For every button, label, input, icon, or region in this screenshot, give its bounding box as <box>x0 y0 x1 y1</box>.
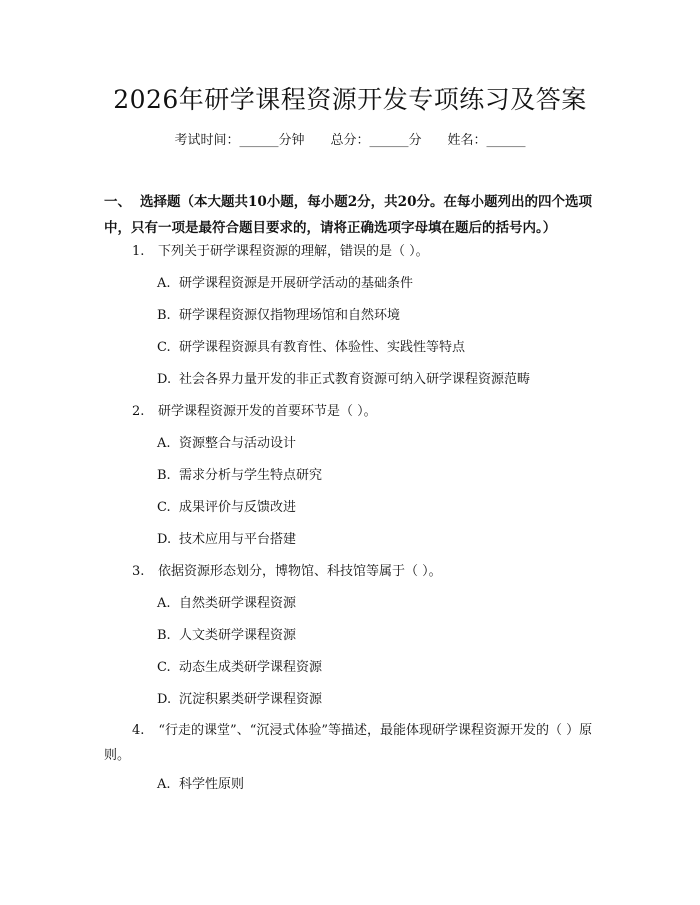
question-number: 1. <box>132 244 145 259</box>
option-text: 资源整合与活动设计 <box>179 436 297 451</box>
question-text: 下列关于研学课程资源的理解，错误的是（ ）。 <box>158 244 429 259</box>
question-text: 研学课程资源开发的首要环节是（ ）。 <box>158 404 377 419</box>
option-letter: C. <box>157 340 171 355</box>
option-letter: C. <box>157 660 171 675</box>
question-4 <box>104 718 602 768</box>
question-3 <box>132 563 602 581</box>
section-instructions: 选择题（本大题共10小题，每小题2分，共20分。在每小题列出的四个选项中，只有一项是最符合题目要求的，请将正确选项字母填在题后的括号内。） <box>104 194 592 236</box>
question-2-option-b <box>157 467 597 485</box>
question-3-option-a <box>157 595 597 613</box>
exam-time-field: 考试时间：______分钟 <box>174 133 305 148</box>
option-text: 研学课程资源仅指物理场馆和自然环境 <box>179 308 401 323</box>
option-letter: D. <box>157 372 172 387</box>
question-1-option-c <box>157 339 597 357</box>
option-letter: A. <box>157 777 171 792</box>
exam-meta-line <box>0 132 700 150</box>
option-letter: A. <box>157 596 171 611</box>
option-letter: C. <box>157 500 171 515</box>
question-1 <box>132 243 602 261</box>
option-text: 社会各界力量开发的非正式教育资源可纳入研学课程资源范畴 <box>179 372 531 387</box>
total-score-field: 总分：______分 <box>330 133 422 148</box>
question-2-option-d <box>157 531 597 549</box>
option-text: 成果评价与反馈改进 <box>179 500 297 515</box>
option-letter: D. <box>157 692 172 707</box>
question-text: “行走的课堂”、“沉浸式体验”等描述，最能体现研学课程资源开发的（ ）原则。 <box>104 723 593 763</box>
question-4-option-a <box>157 776 597 794</box>
question-2-option-a <box>157 435 597 453</box>
option-text: 动态生成类研学课程资源 <box>179 660 323 675</box>
question-text: 依据资源形态划分，博物馆、科技馆等属于（ ）。 <box>158 564 442 579</box>
option-letter: A. <box>157 436 171 451</box>
option-text: 科学性原则 <box>179 777 245 792</box>
option-letter: A. <box>157 276 171 291</box>
option-text: 人文类研学课程资源 <box>179 628 297 643</box>
question-number: 4. <box>132 723 145 738</box>
document-title: 2026年研学课程资源开发专项练习及答案 <box>113 85 587 114</box>
question-2-option-c <box>157 499 597 517</box>
section-heading <box>104 189 604 241</box>
option-text: 沉淀积累类研学课程资源 <box>179 692 323 707</box>
option-text: 自然类研学课程资源 <box>179 596 297 611</box>
option-text: 技术应用与平台搭建 <box>179 532 297 547</box>
question-2 <box>132 403 602 421</box>
option-letter: D. <box>157 532 172 547</box>
question-1-option-a <box>157 275 597 293</box>
option-text: 研学课程资源是开展研学活动的基础条件 <box>179 276 414 291</box>
option-letter: B. <box>157 628 171 643</box>
question-number: 2. <box>132 404 145 419</box>
option-letter: B. <box>157 308 171 323</box>
question-number: 3. <box>132 564 145 579</box>
option-text: 需求分析与学生特点研究 <box>179 468 323 483</box>
question-3-option-b <box>157 627 597 645</box>
question-3-option-c <box>157 659 597 677</box>
option-letter: B. <box>157 468 171 483</box>
option-text: 研学课程资源具有教育性、体验性、实践性等特点 <box>179 340 466 355</box>
name-field: 姓名：______ <box>447 133 526 148</box>
question-1-option-d <box>157 371 597 389</box>
question-3-option-d <box>157 691 597 709</box>
question-1-option-b <box>157 307 597 325</box>
section-number: 一、 <box>104 194 131 210</box>
